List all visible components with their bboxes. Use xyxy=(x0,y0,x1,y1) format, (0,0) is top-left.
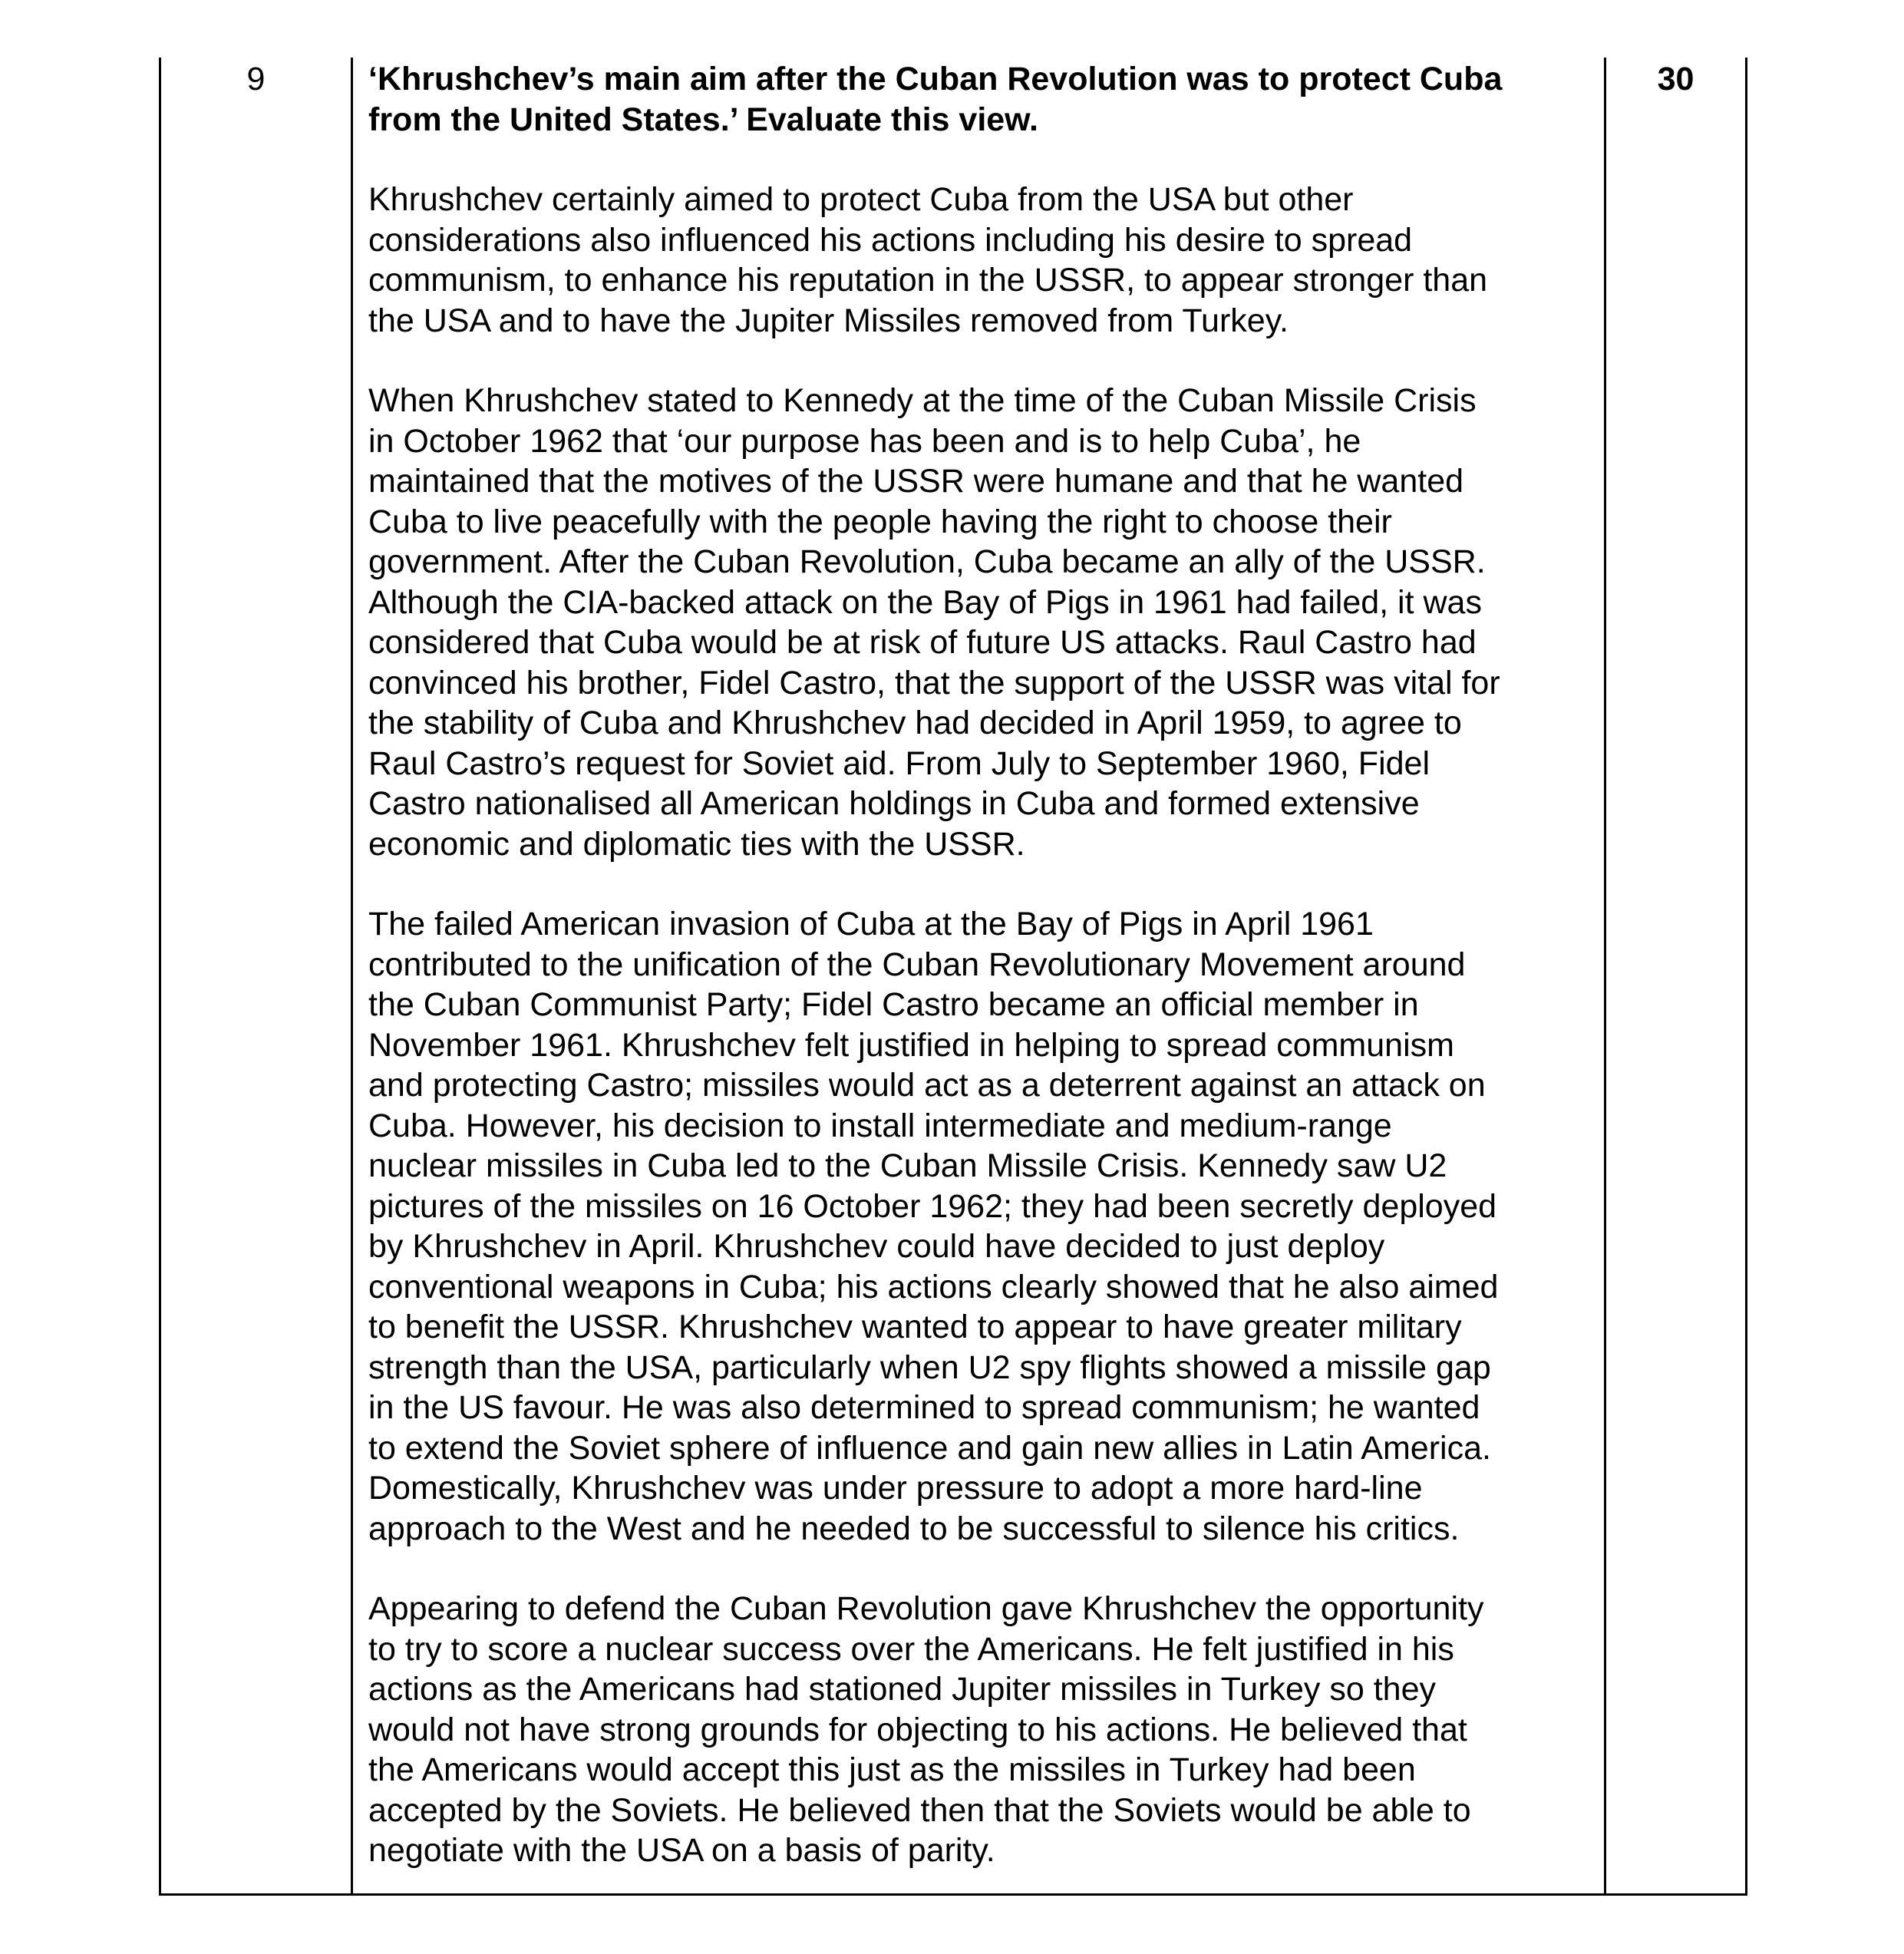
paragraph-line: Domestically, Khrushchev was under pressure to adopt a more hard-line xyxy=(368,1470,1423,1507)
paragraph-line: nuclear missiles in Cuba led to the Cuban Missile Crisis. Kennedy saw U2 xyxy=(368,1147,1447,1184)
question-line: ‘Khrushchev’s main aim after the Cuban Revolution was to protect Cuba xyxy=(368,61,1503,97)
paragraph-line: When Khrushchev stated to Kennedy at the time of the Cuban Missile Crisis xyxy=(368,382,1477,419)
paragraph-line: accepted by the Soviets. He believed then that the Soviets would be able to xyxy=(368,1791,1471,1829)
paragraph-line: Cuba to live peacefully with the people having the right to choose their xyxy=(368,503,1392,540)
paragraph-line: Castro nationalised all American holdings in Cuba and formed extensive xyxy=(368,785,1420,822)
paragraph-line: the Cuban Communist Party; Fidel Castro became an official member in xyxy=(368,986,1419,1023)
paragraph-line: by Khrushchev in April. Khrushchev could have decided to just deploy xyxy=(368,1228,1385,1265)
paragraph-line: contributed to the unification of the Cuban Revolutionary Movement around xyxy=(368,946,1466,983)
paragraph-line: considered that Cuba would be at risk of future US attacks. Raul Castro had xyxy=(368,624,1477,661)
paragraph-line: negotiate with the USA on a basis of parity. xyxy=(368,1832,995,1869)
paragraph-line: communism, to enhance his reputation in the USSR, to appear stronger than xyxy=(368,262,1488,299)
paragraph-line: would not have strong grounds for objecting to his actions. He believed that xyxy=(368,1711,1467,1748)
column-divider-marks xyxy=(1604,58,1606,1893)
paragraph-line: convinced his brother, Fidel Castro, that the support of the USSR was vital for xyxy=(368,664,1500,701)
answer-paragraph-2 xyxy=(368,381,1596,864)
answer-paragraph-3 xyxy=(368,904,1596,1549)
column-divider-question xyxy=(351,58,353,1893)
paragraph-line: pictures of the missiles on 16 October 1962; they had been secretly deployed xyxy=(368,1187,1497,1225)
paragraph-line: to benefit the USSR. Khrushchev wanted to appear to have greater military xyxy=(368,1309,1462,1345)
paragraph-line: the Americans would accept this just as the missiles in Turkey had been xyxy=(368,1751,1416,1788)
paragraph-line: Appearing to defend the Cuban Revolution gave Khrushchev the opportunity xyxy=(368,1590,1484,1627)
paragraph-line: strength than the USA, particularly when U2 spy flights showed a missile gap xyxy=(368,1348,1491,1386)
paragraph-line: government. After the Cuban Revolution, Cuba became an ally of the USSR. xyxy=(368,543,1486,580)
paragraph-line: actions as the Americans had stationed Jupiter missiles in Turkey so they xyxy=(368,1671,1437,1708)
paragraph-line: approach to the West and he needed to be successful to silence his critics. xyxy=(368,1510,1460,1547)
mark-scheme-table xyxy=(159,58,1747,1896)
paragraph-line: the stability of Cuba and Khrushchev had decided in April 1959, to agree to xyxy=(368,705,1462,741)
paragraph-line: Cuba. However, his decision to install intermediate and medium-range xyxy=(368,1107,1392,1144)
paragraph-line: Khrushchev certainly aimed to protect Cuba from the USA but other xyxy=(368,181,1354,218)
question-text xyxy=(368,59,1596,140)
paragraph-line: November 1961. Khrushchev felt justified in helping to spread communism xyxy=(368,1026,1454,1064)
paragraph-line: maintained that the motives of the USSR were humane and that he wanted xyxy=(368,463,1464,500)
answer-paragraph-4 xyxy=(368,1589,1596,1871)
answer-paragraph-1 xyxy=(368,180,1596,341)
paragraph-line: conventional weapons in Cuba; his actions clearly showed that he also aimed xyxy=(368,1268,1499,1305)
paragraph-line: to try to score a nuclear success over the Americans. He felt justified in his xyxy=(368,1630,1454,1668)
paragraph-line: in the US favour. He was also determined to spread communism; he wanted xyxy=(368,1389,1480,1426)
marks-value: 30 xyxy=(1657,61,1694,97)
paragraph-line: to extend the Soviet sphere of influence and gain new allies in Latin America. xyxy=(368,1429,1491,1467)
paragraph-line: economic and diplomatic ties with the USSR. xyxy=(368,825,1025,863)
paragraph-line: Although the CIA-backed attack on the Bay of Pigs in 1961 had failed, it was xyxy=(368,583,1482,621)
paragraph-line: the USA and to have the Jupiter Missiles removed from Turkey. xyxy=(368,302,1289,339)
paragraph-line: in October 1962 that ‘our purpose has been and is to help Cuba’, he xyxy=(368,422,1361,460)
paragraph-line: considerations also influenced his actions including his desire to spread xyxy=(368,221,1413,259)
paragraph-line: The failed American invasion of Cuba at the Bay of Pigs in April 1961 xyxy=(368,906,1374,942)
answer-content xyxy=(368,59,1596,1871)
paragraph-line: Raul Castro’s request for Soviet aid. From July to September 1960, Fidel xyxy=(368,744,1430,782)
paragraph-line: and protecting Castro; missiles would act as a deterrent against an attack on xyxy=(368,1067,1486,1104)
question-line: from the United States.’ Evaluate this view. xyxy=(368,101,1038,138)
question-number: 9 xyxy=(246,61,266,97)
